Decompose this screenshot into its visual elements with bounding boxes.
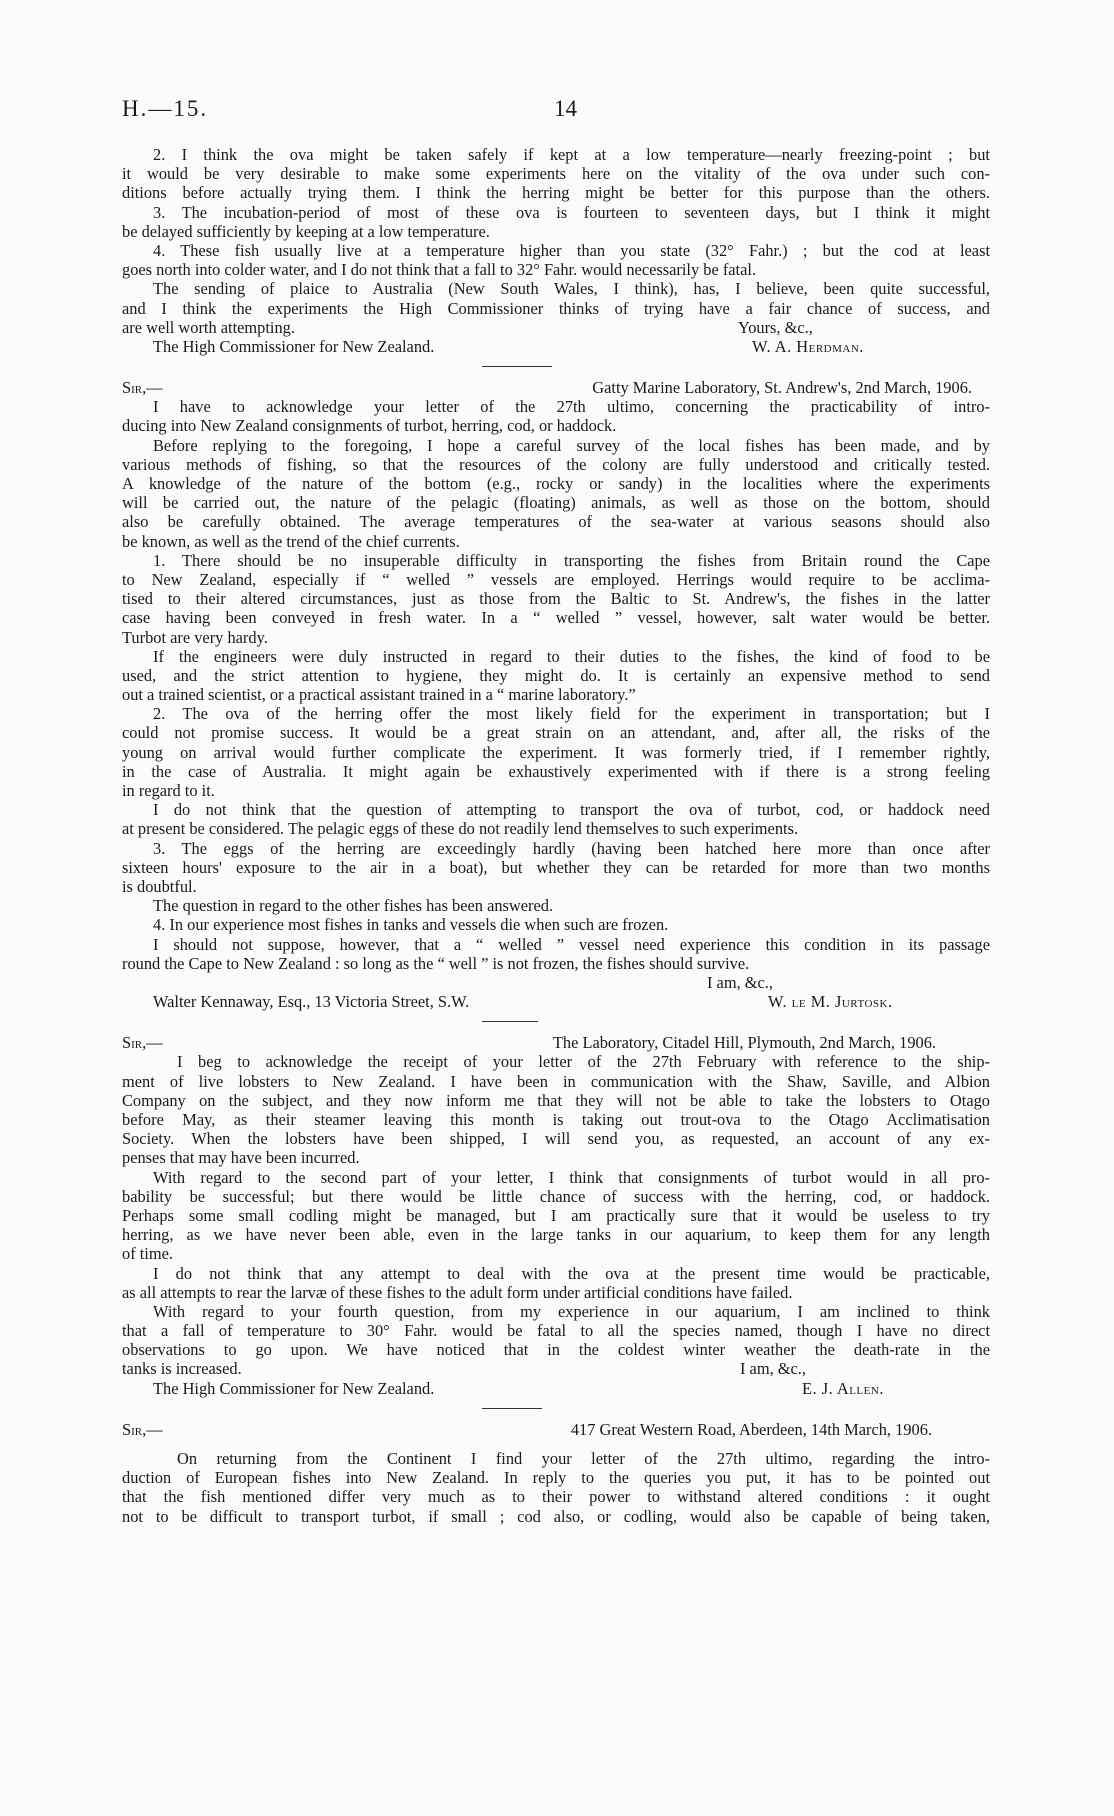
letter-aberdeen — [122, 1420, 990, 1526]
text-line: Perhaps some small codling might be managed, but I am practically sure that it would be useless to try — [122, 1205, 990, 1225]
text-line: 4. In our experience most fishes in tanks and vessels die when such are frozen. — [153, 915, 669, 935]
text-line: Turbot are very hardy. — [122, 627, 268, 647]
text-line: could not promise success. It would be a great strain on an attendant, and, after all, the risks of the — [122, 723, 990, 743]
text-line: A knowledge of the nature of the bottom (e.g., rocky or sandy) in the localities where the experiments — [122, 474, 990, 493]
text-line: On returning from the Continent I find your letter of the 27th ultimo, regarding the intro- — [177, 1449, 990, 1468]
page-reference: H.—15. — [122, 96, 209, 121]
closing-text: Yours, &c., — [738, 317, 813, 337]
text-line: are well worth attempting. — [122, 317, 295, 337]
section-divider — [122, 1398, 990, 1420]
text-line: I should not suppose, however, that a “ welled ” vessel need experience this condition in its passage — [153, 934, 990, 954]
letter-heading — [122, 1033, 990, 1052]
letter-herdman — [122, 145, 990, 378]
letter-allen — [122, 1033, 990, 1420]
text-line: 4. These fish usually live at a temperature higher than you state (32° Fahr.) ; but the cod at least — [153, 240, 990, 260]
section-divider — [122, 1011, 990, 1033]
signature: W. le M. Jurtosk. — [768, 992, 893, 1012]
signature-row — [122, 992, 990, 1011]
text-line: bability be successful; but there would be little chance of success with the herring, cod, or haddock. — [122, 1186, 990, 1206]
sender-address: The Laboratory, Citadel Hill, Plymouth, 2nd March, 1906. — [552, 1033, 936, 1053]
document-body — [122, 145, 990, 1526]
page-number: 14 — [554, 96, 577, 121]
sender-address: Gatty Marine Laboratory, St. Andrew's, 2nd March, 1906. — [592, 378, 972, 398]
text-line: 2. The ova of the herring offer the most likely field for the experiment in transportation; but I — [153, 704, 990, 724]
text-line: in the case of Australia. It might again be exhaustively experimented with if there is a strong feeling — [122, 761, 990, 781]
text-line: 3. The incubation-period of most of these ova is fourteen to seventeen days, but I think it might — [153, 202, 990, 222]
text-line: 2. I think the ova might be taken safely if kept at a low temperature—nearly freezing-point ; but — [153, 145, 990, 164]
text-line: sixteen hours' exposure to the air in a boat), but whether they can be retarded for more than two months — [122, 857, 990, 877]
text-line: I have to acknowledge your letter of the 27th ultimo, concerning the practicability of intro- — [153, 397, 990, 417]
text-line: goes north into colder water, and I do not think that a fall to 32° Fahr. would necessarily be fatal. — [122, 260, 757, 280]
text-line: The sending of plaice to Australia (New South Wales, I think), has, I believe, been quite successful, — [153, 279, 990, 299]
text-line: that a fall of temperature to 30° Fahr. would be fatal to all the species named, though I have no direct — [122, 1321, 990, 1341]
addressee: The High Commissioner for New Zealand. — [153, 1378, 435, 1398]
letter-body — [122, 397, 990, 973]
sender-address: 417 Great Western Road, Aberdeen, 14th March, 1906. — [570, 1419, 932, 1439]
signature-row — [122, 1379, 990, 1398]
text-line: at present be considered. The pelagic eggs of these do not readily lend themselves to such experiments. — [122, 819, 799, 839]
text-line: If the engineers were duly instructed in regard to their duties to the fishes, the kind of food to be — [153, 646, 990, 666]
text-line: not to be difficult to transport turbot, if small ; cod also, or codling, would also be capable of being taken, — [122, 1506, 990, 1526]
letter-body — [122, 1449, 990, 1526]
text-line: before May, as their steamer leaving this month is taking out trout-ova to the Otago Acclimatisation — [122, 1110, 990, 1129]
text-line: penses that may have been incurred. — [122, 1148, 360, 1168]
text-line: of time. — [122, 1244, 173, 1264]
addressee: The High Commissioner for New Zealand. — [153, 336, 435, 356]
text-line: duction of European fishes into New Zealand. In reply to the queries you put, it has to be pointed out — [122, 1468, 990, 1488]
salutation: Sir,— — [122, 378, 163, 398]
text-line: herring, as we have never been able, even in the large tanks in our aquarium, to keep them for any length — [122, 1225, 990, 1245]
closing-row — [122, 973, 990, 992]
text-line: out a trained scientist, or a practical assistant trained in a “ marine laboratory.” — [122, 685, 636, 705]
text-line: observations to go upon. We have noticed that in the coldest winter weather the death-rate in the — [122, 1340, 990, 1360]
letter-body — [122, 145, 990, 337]
salutation: Sir,— — [122, 1419, 163, 1439]
text-line: The question in regard to the other fishes has been answered. — [153, 896, 554, 916]
page-header — [122, 96, 1114, 126]
section-divider — [122, 356, 990, 378]
text-line: case having been conveyed in fresh water. In a “ welled ” vessel, however, salt water would be better. — [122, 608, 990, 628]
signature-row — [122, 337, 990, 356]
text-line: Before replying to the foregoing, I hope a careful survey of the local fishes has been made, and by — [153, 435, 990, 455]
signature: E. J. Allen. — [802, 1378, 884, 1398]
letter-heading — [122, 378, 990, 397]
text-line: and I think the experiments the High Commissioner thinks of trying have a fair chance of success, and — [122, 298, 990, 318]
text-line: various methods of fishing, so that the resources of the colony are fully understood and critically tested. — [122, 454, 990, 474]
text-line: also be carefully obtained. The average temperatures of the sea-water at various seasons should also — [122, 512, 990, 532]
text-line: With regard to the second part of your letter, I think that consignments of turbot would in all pro- — [153, 1167, 990, 1187]
text-line: ducing into New Zealand consignments of turbot, herring, cod, or haddock. — [122, 416, 617, 436]
text-line: be delayed sufficiently by keeping at a low temperature. — [122, 221, 490, 241]
text-line: tanks is increased. — [122, 1359, 242, 1379]
text-line: be known, as well as the trend of the chief currents. — [122, 531, 460, 551]
text-line: I do not think that any attempt to deal with the ova at the present time would be practicable, — [153, 1263, 990, 1283]
text-line: will be carried out, the nature of the pelagic (floating) animals, as well as those on the bottom, should — [122, 493, 990, 513]
text-line: I do not think that the question of attempting to transport the ova of turbot, cod, or haddock need — [153, 800, 990, 820]
closing-text: I am, &c., — [740, 1359, 806, 1379]
text-line: young on arrival would further complicate the experiment. It was formerly tried, if I remember rightly, — [122, 742, 990, 762]
addressee: Walter Kennaway, Esq., 13 Victoria Street, S.W. — [153, 992, 470, 1012]
text-line: 3. The eggs of the herring are exceedingly hardly (having been hatched here more than once after — [153, 838, 990, 858]
signature: W. A. Herdman. — [752, 336, 864, 356]
text-line: I beg to acknowledge the receipt of your letter of the 27th February with reference to the ship- — [177, 1052, 990, 1072]
text-line: round the Cape to New Zealand : so long as the “ well ” is not frozen, the fishes should survive. — [122, 953, 750, 973]
text-line: Company on the subject, and they now inform me that they will not be able to take the lobsters to Otago — [122, 1090, 990, 1110]
letter-jurtosk — [122, 378, 990, 1033]
text-line: ditions before actually trying them. I think the herring might be better for this purpose than the others. — [122, 183, 990, 203]
text-line: Society. When the lobsters have been shipped, I will send you, as requested, an account of any ex- — [122, 1129, 990, 1149]
text-line: it would be very desirable to make some experiments here on the vitality of the ova under such con- — [122, 164, 990, 184]
text-line: ment of live lobsters to New Zealand. I have been in communication with the Shaw, Saville, and Albion — [122, 1071, 990, 1091]
closing-text: I am, &c., — [707, 972, 773, 992]
salutation: Sir,— — [122, 1033, 163, 1053]
text-line: to New Zealand, especially if “ welled ” vessels are employed. Herrings would require to be acclima- — [122, 569, 990, 589]
text-line: With regard to your fourth question, from my experience in our aquarium, I am inclined to think — [153, 1301, 990, 1321]
text-line: that the fish mentioned differ very much as to their power to withstand altered conditions : it ought — [122, 1487, 990, 1507]
text-line: tised to their altered circumstances, just as those from the Baltic to St. Andrew's, the fishes in the latter — [122, 589, 990, 609]
text-line: is doubtful. — [122, 876, 197, 896]
text-line: as all attempts to rear the larvæ of these fishes to the adult form under artificial conditions have failed. — [122, 1282, 793, 1302]
text-line: used, and the strict attention to hygiene, they might do. It is certainly an expensive method to send — [122, 665, 990, 685]
text-line: in regard to it. — [122, 781, 215, 800]
letter-heading — [122, 1420, 990, 1439]
text-line: 1. There should be no insuperable difficulty in transporting the fishes from Britain round the Cape — [153, 550, 990, 570]
letter-body — [122, 1052, 990, 1378]
closing-row — [122, 1359, 990, 1378]
